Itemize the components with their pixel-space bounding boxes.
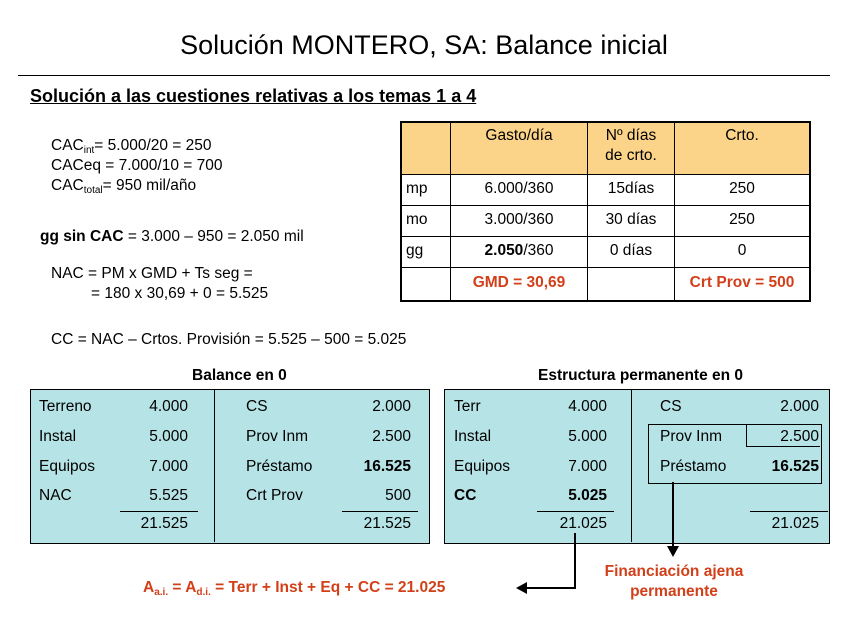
financiacion-label: Financiación ajena permanente <box>604 563 744 600</box>
total-empty-dias <box>588 268 675 302</box>
row-label: gg <box>401 237 451 268</box>
row-dias: 30 días <box>588 206 675 237</box>
estructura-heading: Estructura permanente en 0 <box>538 367 744 384</box>
estructura-liab-value: 2.000 <box>780 398 819 415</box>
financiacion-box-hline <box>746 446 820 447</box>
estructura-liab-underline <box>750 511 828 512</box>
row-label: mo <box>401 206 451 237</box>
estructura-asset-value: 7.000 <box>568 458 607 475</box>
arrow-down-icon <box>666 546 680 558</box>
estructura-liab-name: CS <box>660 398 682 415</box>
balance-liab-name: CS <box>246 398 268 415</box>
row-gasto: 3.000/360 <box>451 206 588 237</box>
row-crto: 250 <box>675 175 811 206</box>
estructura-liab-name: Prov Inm <box>660 428 723 445</box>
estructura-asset-value: 5.000 <box>568 428 607 445</box>
financiacion-box-divider <box>746 424 747 446</box>
financiacion-arrow-line <box>672 482 674 548</box>
estructura-divider <box>631 389 632 542</box>
estructura-asset-total: 21.025 <box>559 515 607 532</box>
total-gmd: GMD = 30,69 <box>451 268 588 302</box>
row-crto: 0 <box>675 237 811 268</box>
activo-formula: $A_{a.i.} = A_{d.i.}$ = Terr + Inst + Eq + CC = 21.025 <box>143 579 446 598</box>
calc-nac-line2: = 180 x 30,69 + 0 = 5.525 <box>91 285 269 302</box>
estructura-asset-name: CC <box>454 487 477 504</box>
estructura-liab-value: 2.500 <box>780 428 819 445</box>
balance-divider <box>214 389 215 542</box>
estructura-asset-name: Equipos <box>454 458 511 475</box>
estructura-asset-name: Terr <box>454 398 481 415</box>
row-gasto: 6.000/360 <box>451 175 588 206</box>
balance-liab-name: Préstamo <box>246 458 313 475</box>
estructura-liab-total: 21.025 <box>771 515 819 532</box>
balance-asset-name: NAC <box>39 487 72 504</box>
balance-asset-name: Terreno <box>39 398 92 415</box>
balance-asset-total: 21.525 <box>140 515 188 532</box>
row-crto: 250 <box>675 206 811 237</box>
section-subtitle: Solución a las cuestiones relativas a los temas 1 a 4 <box>30 86 477 106</box>
header-gasto: Gasto/día <box>451 122 588 175</box>
estructura-asset-underline <box>537 511 614 512</box>
balance-liab-underline <box>342 511 418 512</box>
calc-cc: CC = NAC – Crtos. Provisión = 5.525 – 500 = 5.025 <box>51 331 407 348</box>
calc-cac-int: $CAC_{int}= 5.000/20 = 250$ <box>51 137 212 156</box>
row-dias: 0 días <box>588 237 675 268</box>
estructura-liab-name: Préstamo <box>660 458 727 475</box>
balance-asset-name: Equipos <box>39 458 96 475</box>
balance-asset-name: Instal <box>39 428 77 445</box>
estructura-asset-name: Instal <box>454 428 492 445</box>
estructura-asset-value: 4.000 <box>568 398 607 415</box>
cc-arrow-vertical <box>574 533 576 588</box>
estructura-liab-value: 16.525 <box>771 458 819 475</box>
calc-gg-sin-cac: gg sin CAC = 3.000 – 950 = 2.050 mil <box>40 228 304 245</box>
table-row <box>401 206 810 237</box>
total-empty <box>401 268 451 302</box>
cost-table <box>400 121 811 302</box>
balance-liab-name: Prov Inm <box>246 428 309 445</box>
header-empty <box>401 122 451 175</box>
cost-table-total <box>401 268 810 302</box>
balance-heading: Balance en 0 <box>192 367 287 384</box>
balance-asset-underline <box>120 511 198 512</box>
calc-cac-total: $CAC_{total}= 950$ mil/año <box>51 177 197 196</box>
balance-liab-total: 21.525 <box>363 515 411 532</box>
title-divider <box>18 75 830 76</box>
balance-liab-name: Crt Prov <box>246 487 303 504</box>
row-label: mp <box>401 175 451 206</box>
balance-liab-value: 16.525 <box>363 458 411 475</box>
page-title: Solución MONTERO, SA: Balance inicial <box>180 30 668 60</box>
estructura-asset-value: 5.025 <box>568 487 607 504</box>
header-crto: Crto. <box>675 122 811 175</box>
calc-caceq: CACeq = 7.000/10 = 700 <box>51 157 223 174</box>
balance-asset-value: 5.000 <box>149 428 188 445</box>
row-gasto: 2.050/360 <box>451 237 588 268</box>
balance-liab-value: 2.000 <box>372 398 411 415</box>
calc-nac-line1: NAC = PM x GMD + Ts seg = <box>51 265 253 282</box>
arrow-left-icon <box>516 581 528 595</box>
header-dias: Nº días de crto. <box>588 122 675 175</box>
cc-arrow-horizontal <box>526 587 576 589</box>
total-crt-prov: Crt Prov = 500 <box>675 268 811 302</box>
balance-liab-value: 2.500 <box>372 428 411 445</box>
balance-asset-value: 5.525 <box>149 487 188 504</box>
balance-liab-value: 500 <box>385 487 411 504</box>
table-row <box>401 175 810 206</box>
balance-asset-value: 4.000 <box>149 398 188 415</box>
row-dias: 15días <box>588 175 675 206</box>
balance-asset-value: 7.000 <box>149 458 188 475</box>
table-row <box>401 237 810 268</box>
cost-table-header <box>401 122 810 175</box>
